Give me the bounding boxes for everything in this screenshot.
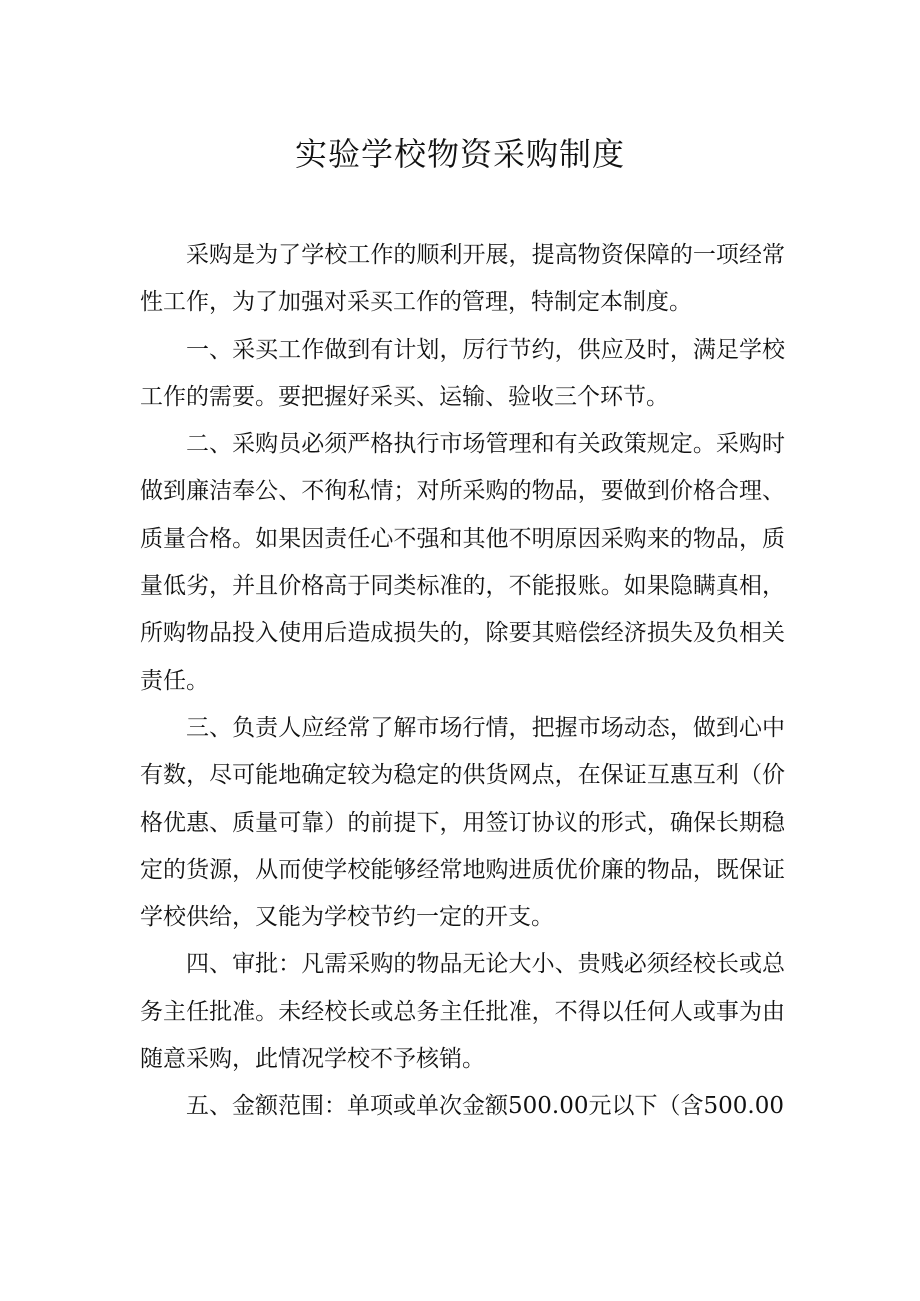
document-body	[140, 232, 785, 1131]
paragraph-section-1: 一、采买工作做到有计划，厉行节约，供应及时，满足学校工作的需要。要把握好采买、运输、验收三个环节。	[140, 336, 785, 410]
paragraph-section-2: 二、采购员必须严格执行市场管理和有关政策规定。采购时做到廉洁奉公、不徇私情；对所采购的物品，要做到价格合理、质量合格。如果因责任心不强和其他不明原因采购来的物品，质量低劣，并且价格高于同类标准的，不能报账。如果隐瞒真相，所购物品投入使用后造成损失的，除要其赔偿经济损失及负相关责任。	[140, 431, 785, 694]
paragraph-section-3: 三、负责人应经常了解市场行情，把握市场动态，做到心中有数，尽可能地确定较为稳定的供货网点，在保证互惠互利（价格优惠、质量可靠）的前提下，用签订协议的形式，确保长期稳定的货源，从而使学校能够经常地购进质优价廉的物品，既保证学校供给，又能为学校节约一定的开支。	[140, 714, 785, 931]
paragraph-section-5: 五、金额范围：单项或单次金额500.00元以下（含500.00	[186, 1093, 784, 1120]
paragraph-intro: 采购是为了学校工作的顺利开展，提高物资保障的一项经常性工作，为了加强对采买工作的管理，特制定本制度。	[140, 242, 785, 316]
document-title: 实验学校物资采购制度	[294, 135, 625, 173]
paragraph-section-4: 四、审批：凡需采购的物品无论大小、贵贱必须经校长或总务主任批准。未经校长或总务主任批准，不得以任何人或事为由随意采购，此情况学校不予核销。	[140, 951, 785, 1073]
